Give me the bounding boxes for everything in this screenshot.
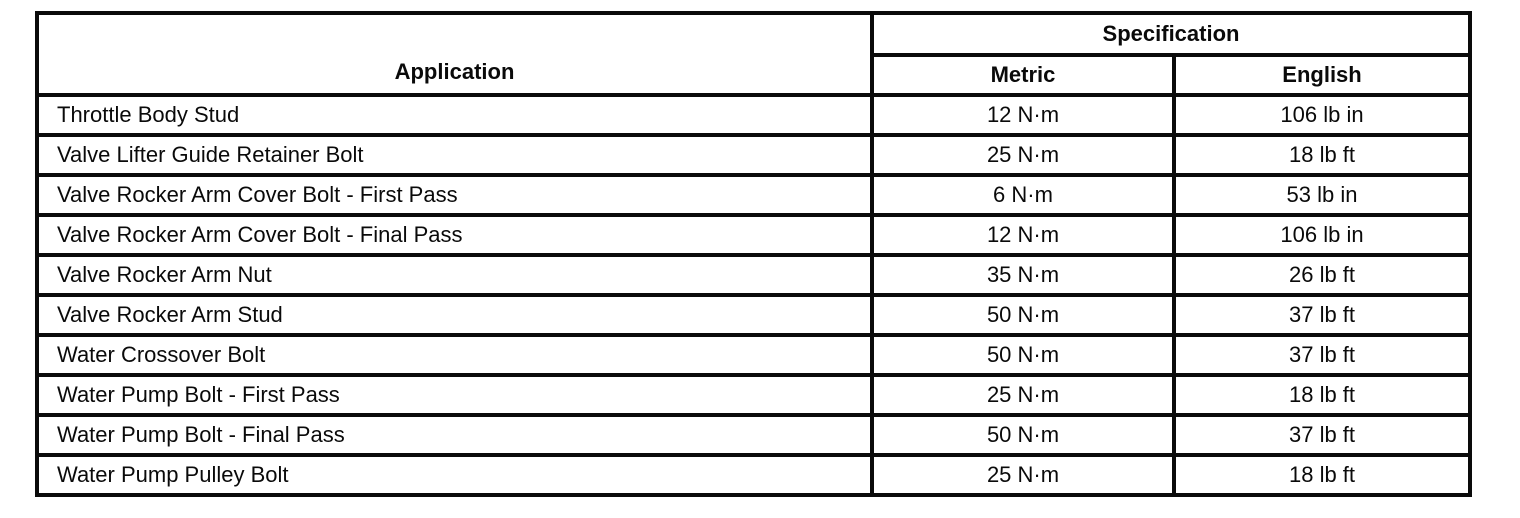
cell-metric: 50 N·m [872,415,1174,455]
table-row [37,215,1470,255]
column-header-specification: Specification [872,13,1470,55]
torque-spec-table [35,11,1472,497]
cell-application: Water Crossover Bolt [37,335,872,375]
table-row [37,335,1470,375]
cell-english: 18 lb ft [1174,375,1470,415]
cell-application: Valve Rocker Arm Cover Bolt - First Pass [37,175,872,215]
cell-metric: 25 N·m [872,135,1174,175]
table-row [37,375,1470,415]
table-row [37,415,1470,455]
cell-metric: 12 N·m [872,95,1174,135]
cell-english: 106 lb in [1174,95,1470,135]
cell-application: Water Pump Bolt - Final Pass [37,415,872,455]
cell-application: Water Pump Pulley Bolt [37,455,872,495]
table-row [37,95,1470,135]
cell-metric: 50 N·m [872,335,1174,375]
cell-application: Valve Rocker Arm Cover Bolt - Final Pass [37,215,872,255]
cell-application: Valve Rocker Arm Nut [37,255,872,295]
spec-table-body [37,95,1470,495]
column-header-application: Application [37,13,872,95]
cell-application: Throttle Body Stud [37,95,872,135]
cell-english: 37 lb ft [1174,335,1470,375]
table-row [37,255,1470,295]
cell-metric: 50 N·m [872,295,1174,335]
cell-metric: 25 N·m [872,455,1174,495]
cell-application: Valve Rocker Arm Stud [37,295,872,335]
cell-metric: 6 N·m [872,175,1174,215]
table-header [37,13,1470,95]
cell-metric: 35 N·m [872,255,1174,295]
cell-english: 53 lb in [1174,175,1470,215]
cell-metric: 25 N·m [872,375,1174,415]
column-header-english: English [1174,55,1470,95]
cell-english: 106 lb in [1174,215,1470,255]
cell-english: 37 lb ft [1174,295,1470,335]
cell-english: 18 lb ft [1174,135,1470,175]
table-row [37,455,1470,495]
cell-metric: 12 N·m [872,215,1174,255]
table-row [37,175,1470,215]
table-row [37,135,1470,175]
cell-english: 26 lb ft [1174,255,1470,295]
cell-english: 18 lb ft [1174,455,1470,495]
cell-application: Valve Lifter Guide Retainer Bolt [37,135,872,175]
cell-english: 37 lb ft [1174,415,1470,455]
cell-application: Water Pump Bolt - First Pass [37,375,872,415]
table-row [37,295,1470,335]
column-header-metric: Metric [872,55,1174,95]
